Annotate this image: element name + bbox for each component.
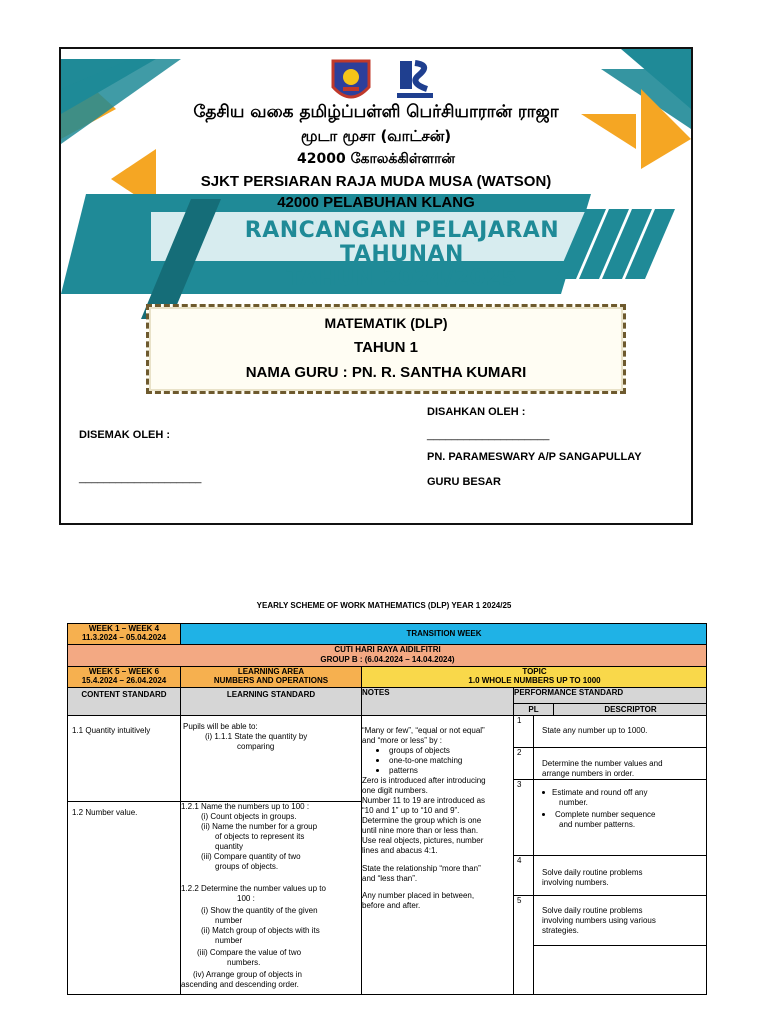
descriptor-bullet-text: Estimate and round off any (552, 788, 648, 797)
week-range-1-weeks: WEEK 1 – WEEK 4 (88, 624, 160, 633)
learning-line: ascending and descending order. (181, 980, 299, 989)
pl-number: 4 (517, 856, 522, 865)
topic-label: TOPIC (522, 667, 547, 676)
banner-title-line2: TAHUN 2024/2025 (286, 266, 518, 291)
descriptor-cell-1 (534, 716, 707, 748)
descriptor-line: involving numbers using various (542, 916, 656, 925)
banner-title-line1: RANCANGAN PELAJARAN TAHUNAN (244, 218, 560, 267)
content-standard-2: 1.2 Number value. (72, 808, 138, 817)
learning-line: 1.2.1 Name the numbers up to 100 : (181, 802, 310, 811)
content-standard-1: 1.1 Quantity intuitively (72, 726, 151, 735)
approver-title: GURU BESAR (427, 476, 501, 488)
approver-name: PN. PARAMESWARY A/P SANGAPULLAY (427, 451, 642, 463)
notes-line: and “less than”. (362, 874, 418, 883)
learning-line: (ii) Match group of objects with its (201, 926, 320, 935)
ministry-logo (397, 59, 433, 103)
learning-area-cell (181, 667, 362, 688)
descriptor-cell-2 (534, 748, 707, 780)
notes-line: Determine the group which is one (362, 816, 482, 825)
pl-number: 1 (517, 716, 522, 725)
notes-bullet-text: groups of objects (389, 746, 450, 755)
logo-group (329, 57, 449, 107)
notes-line: and “more or less” by : (362, 736, 443, 745)
notes-bullet (376, 756, 462, 766)
descriptor-cell-4 (534, 856, 707, 896)
holiday-row (68, 645, 707, 667)
content-standard-header: CONTENT STANDARD (68, 688, 181, 716)
performance-standard-header: PERFORMANCE STANDARD (514, 688, 707, 704)
notes-bullet-text: patterns (389, 766, 418, 775)
learning-line: quantity (215, 842, 244, 851)
cover-page (59, 47, 693, 525)
pl-header: PL (514, 704, 554, 716)
descriptor-line: Solve daily routine problems (542, 868, 643, 877)
pl-number: 5 (517, 896, 522, 905)
pl-number: 2 (517, 748, 522, 757)
week-range-2-weeks: WEEK 5 – WEEK 6 (88, 667, 160, 676)
descriptor-line: involving numbers. (542, 878, 609, 887)
school-name: SJKT PERSIARAN RAJA MUDA MUSA (WATSON) (200, 173, 552, 190)
banner-title (207, 219, 597, 291)
transition-week-cell: TRANSITION WEEK (181, 624, 707, 645)
learning-line: numbers. (227, 958, 261, 967)
learning-line: (iii) Compare quantity of two (201, 852, 301, 861)
notes-bullet (376, 746, 450, 756)
notes-line: one digit numbers. (362, 786, 428, 795)
subject-box (146, 304, 626, 394)
learning-line: (ii) Name the number for a group (201, 822, 318, 831)
scheme-of-work-table (67, 623, 707, 995)
descriptor-line: and number patterns. (559, 820, 636, 829)
pl-cell-3 (514, 780, 534, 856)
descriptor-cell-3 (534, 780, 707, 856)
descriptor-line: State any number up to 1000. (542, 726, 648, 735)
learning-line: (i) Show the quantity of the given (201, 906, 318, 915)
descriptor-line: strategies. (542, 926, 579, 935)
notes-line: Zero is introduced after introducing (362, 776, 486, 785)
learning-standard-header: LEARNING STANDARD (181, 688, 362, 716)
learning-area-value: NUMBERS AND OPERATIONS (213, 676, 329, 685)
descriptor-bullet-text: Complete number sequence (555, 810, 656, 819)
pl-cell-4 (514, 856, 534, 896)
tamil-school-address: 42000 கோலக்கிள்ளான் (297, 151, 455, 167)
notes-line: State the relationship “more than” (362, 864, 481, 873)
learning-line: 1.2.2 Determine the number values up to (181, 884, 326, 893)
descriptor-line: number. (559, 798, 588, 807)
learning-line: number (215, 936, 243, 945)
holiday-dates: GROUP B : (6.04.2024 – 14.04.2024) (320, 655, 455, 664)
learning-standard-cell-2 (181, 802, 362, 995)
learning-1-1-1-cont: comparing (237, 742, 275, 751)
notes-line: “10 and 1” up to “10 and 9”. (362, 806, 460, 815)
notes-bullet (376, 766, 418, 776)
descriptor-header: DESCRIPTOR (554, 704, 707, 716)
topic-value: 1.0 WHOLE NUMBERS UP TO 1000 (468, 676, 601, 685)
notes-line: “Many or few”, “equal or not equal” (362, 726, 485, 735)
notes-line: until nine more than or less than. (362, 826, 479, 835)
scheme-title: YEARLY SCHEME OF WORK MATHEMATICS (DLP) YEAR 1 2024/25 (256, 601, 512, 610)
school-crest-logo (329, 57, 373, 107)
descriptor-bullet (542, 810, 656, 820)
learning-1-1-1: (i) 1.1.1 State the quantity by (205, 732, 308, 741)
learning-line: of objects to represent its (215, 832, 305, 841)
tamil-school-name-line1: தேசிய வகை தமிழ்ப்பள்ளி பெர்சியாரான் ராஜா (193, 102, 559, 122)
notes-line: before and after. (362, 901, 421, 910)
teacher-name: NAMA GURU : PN. R. SANTHA KUMARI (245, 364, 527, 381)
subject-name: MATEMATIK (DLP) (324, 315, 448, 331)
notes-line: Number 11 to 19 are introduced as (362, 796, 486, 805)
week-range-1 (68, 624, 181, 645)
week-range-1-dates: 11.3.2024 – 05.04.2024 (81, 633, 167, 642)
approved-by-label: DISAHKAN OLEH : (427, 406, 526, 418)
descriptor-line: Solve daily routine problems (542, 906, 643, 915)
descriptor-line: arrange numbers in order. (542, 769, 635, 778)
checked-by-signature-line: ____________________ (79, 472, 202, 484)
descriptor-cell-5 (534, 896, 707, 946)
notes-line: Any number placed in between, (362, 891, 475, 900)
descriptor-bullet (542, 788, 647, 798)
pl-cell-5 (514, 896, 534, 995)
notes-line: lines and abacus 4:1. (362, 846, 438, 855)
school-address: 42000 PELABUHAN KLANG (277, 194, 475, 211)
content-standard-cell-1 (68, 716, 181, 802)
week-range-2 (68, 667, 181, 688)
learning-line: number (215, 916, 243, 925)
learning-line: (i) Count objects in groups. (201, 812, 297, 821)
notes-line: Use real objects, pictures, number (362, 836, 484, 845)
week-range-2-dates: 15.4.2024 – 26.04.2024 (81, 676, 167, 685)
notes-header: NOTES (362, 688, 514, 716)
learning-intro: Pupils will be able to: (183, 722, 258, 731)
pl-cell-1 (514, 716, 534, 748)
content-standard-cell-2 (68, 802, 181, 995)
learning-standard-cell-1 (181, 716, 362, 802)
learning-line: (iii) Compare the value of two (197, 948, 302, 957)
pl-number: 3 (517, 780, 522, 789)
approved-by-signature-line: ____________________ (427, 429, 550, 441)
pl-cell-2 (514, 748, 534, 780)
notes-bullet-text: one-to-one matching (389, 756, 463, 765)
topic-cell (362, 667, 707, 688)
learning-line: groups of objects. (215, 862, 279, 871)
tamil-school-name-line2: மூடா மூசா (வாட்சன்) (300, 127, 452, 145)
descriptor-cell-empty (534, 946, 707, 995)
learning-line: (iv) Arrange group of objects in (193, 970, 302, 979)
learning-line: 100 : (237, 894, 255, 903)
year-level: TAHUN 1 (354, 339, 418, 356)
learning-area-label: LEARNING AREA (237, 667, 305, 676)
checked-by-label: DISEMAK OLEH : (79, 429, 171, 441)
descriptor-line: Determine the number values and (542, 759, 663, 768)
notes-cell (362, 716, 514, 995)
holiday-title: CUTI HARI RAYA AIDILFITRI (334, 645, 441, 654)
